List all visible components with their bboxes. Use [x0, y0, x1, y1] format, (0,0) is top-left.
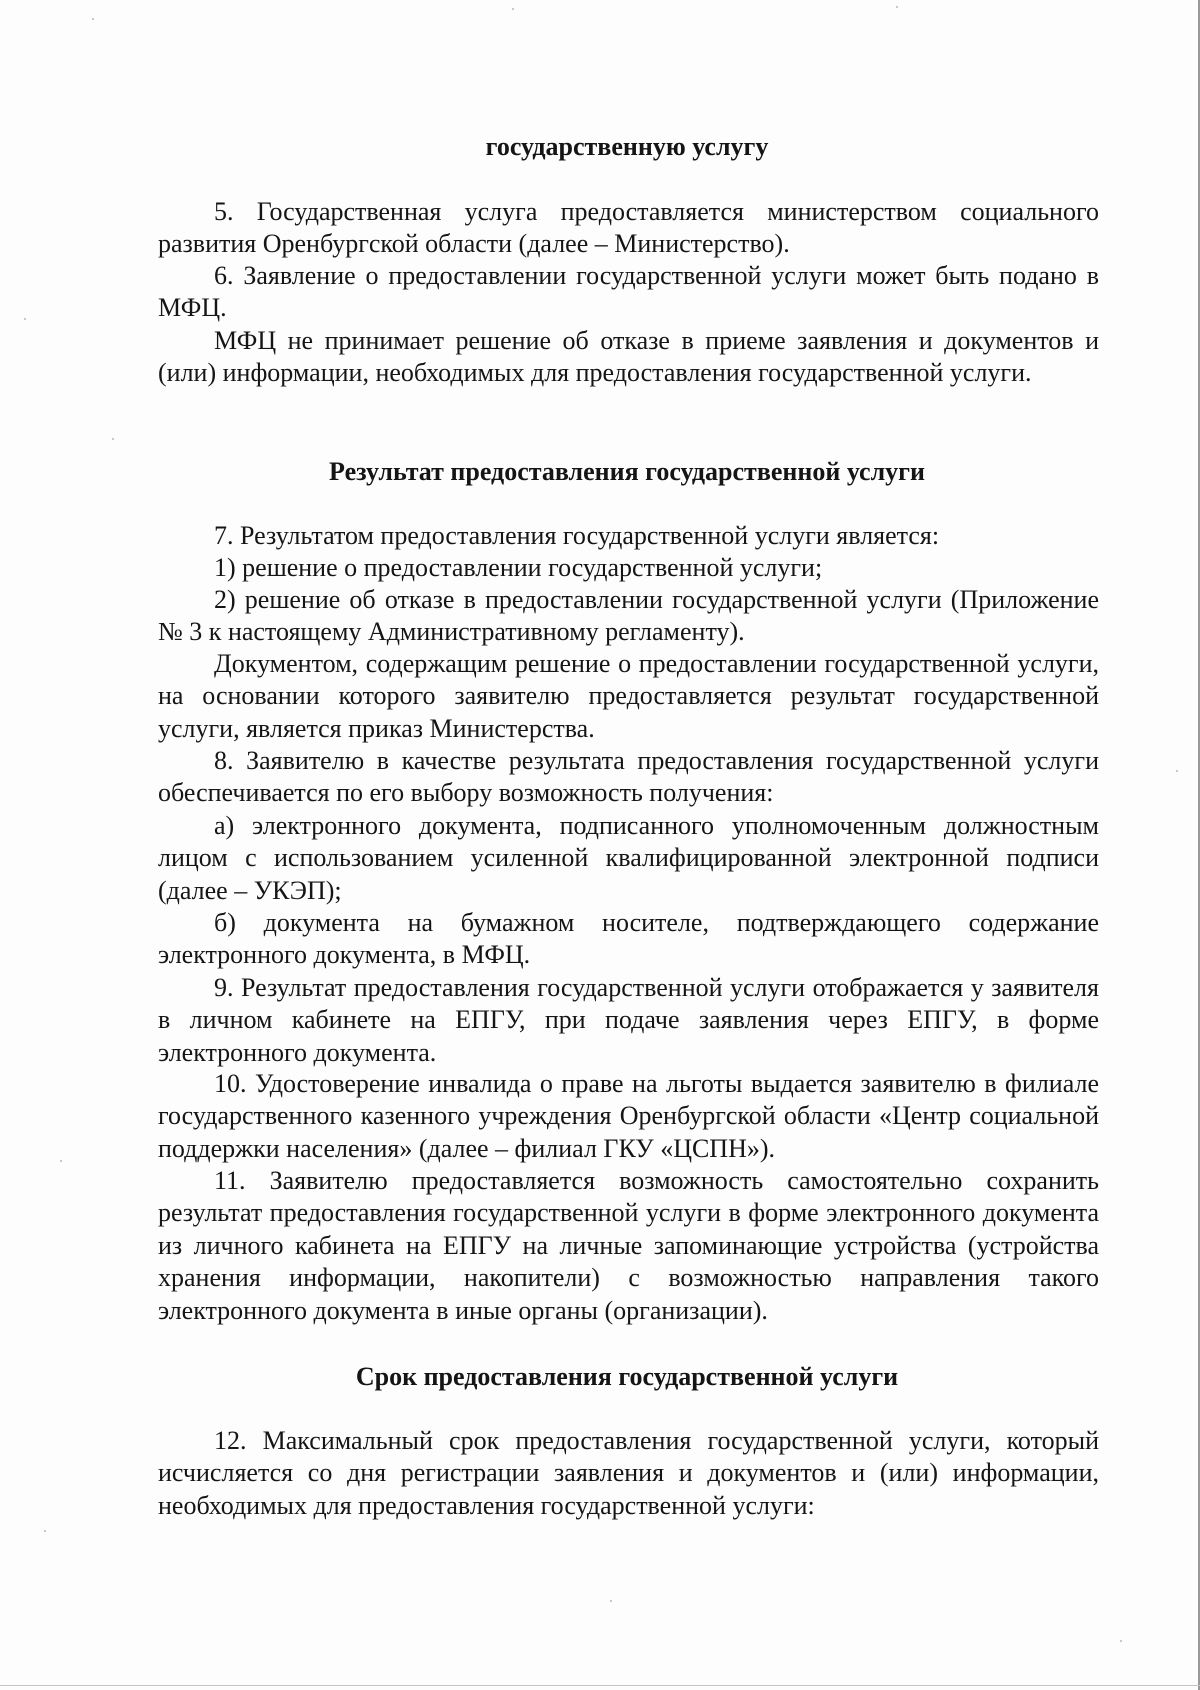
- heading-term: Срок предоставления государственной услуги: [355, 1362, 899, 1391]
- scan-speck: [24, 318, 26, 320]
- paragraph-8: 8. Заявителю в качестве результата предоставления государственной услуги обеспечивается по его выбору возможность получения:: [158, 746, 1099, 808]
- scan-bottom-edge: [0, 1685, 1200, 1686]
- paragraph-12: 12. Максимальный срок предоставления государственной услуги, который исчисляется со дня регистрации заявления и документов и (или) информации, необходимых для предоставления государственной услуги:: [158, 1426, 1099, 1520]
- heading-result: Результат предоставления государственной услуги: [329, 457, 925, 486]
- paragraph-7: 7. Результатом предоставления государственной услуги является:: [214, 521, 940, 550]
- scan-speck: [512, 8, 514, 10]
- scan-speck: [44, 1530, 46, 1532]
- paragraph-6: 6. Заявление о предоставлении государственной услуги может быть подано в МФЦ.: [158, 261, 1099, 323]
- paragraph-9: 9. Результат предоставления государственной услуги отображается у заявителя в личном кабинете на ЕПГУ, при подаче заявления через ЕПГУ, в форме электронного документа.: [158, 973, 1099, 1067]
- paragraph-7-item-2: 2) решение об отказе в предоставлении государственной услуги (Приложение № 3 к настоящему Административному регламенту).: [158, 585, 1099, 647]
- scan-speck: [1120, 1640, 1122, 1642]
- scan-speck: [92, 18, 94, 20]
- scan-speck: [896, 6, 898, 8]
- paragraph-7-item-1: 1) решение о предоставлении государственной услуги;: [214, 553, 823, 582]
- scan-speck: [610, 1600, 612, 1602]
- scan-speck: [1176, 770, 1178, 772]
- scan-speck: [112, 438, 114, 440]
- paragraph-6-mfc: МФЦ не принимает решение об отказе в приеме заявления и документов и (или) информации, необходимых для предоставления государственной услуги.: [158, 326, 1099, 388]
- paragraph-8-item-a: а) электронного документа, подписанного уполномоченным должностным лицом с использованием усиленной квалифицированной электронной подписи (далее – УКЭП);: [158, 811, 1099, 905]
- paragraph-11: 11. Заявителю предоставляется возможность самостоятельно сохранить результат предоставления государственной услуги в форме электронного документа из личного кабинета на ЕПГУ на личные запоминающие устройства (устройства хранения информации, накопители) с возможностью направления такого электронного документа в иные органы (организации).: [158, 1166, 1099, 1325]
- heading-state-service: государственную услугу: [485, 132, 769, 161]
- scan-speck: [60, 1160, 62, 1162]
- paragraph-10: 10. Удостоверение инвалида о праве на льготы выдается заявителю в филиале государственного казенного учреждения Оренбургской области «Центр социальной поддержки населения» (далее – филиал ГКУ «ЦСПН»).: [158, 1069, 1099, 1163]
- paragraph-5: 5. Государственная услуга предоставляется министерством социального развития Оренбургской области (далее – Министерство).: [158, 197, 1099, 259]
- paragraph-8-item-b: б) документа на бумажном носителе, подтверждающего содержание электронного документа, в МФЦ.: [158, 908, 1099, 970]
- paragraph-7-document: Документом, содержащим решение о предоставлении государственной услуги, на основании которого заявителю предоставляется результат государственной услуги, является приказ Министерства.: [158, 649, 1099, 743]
